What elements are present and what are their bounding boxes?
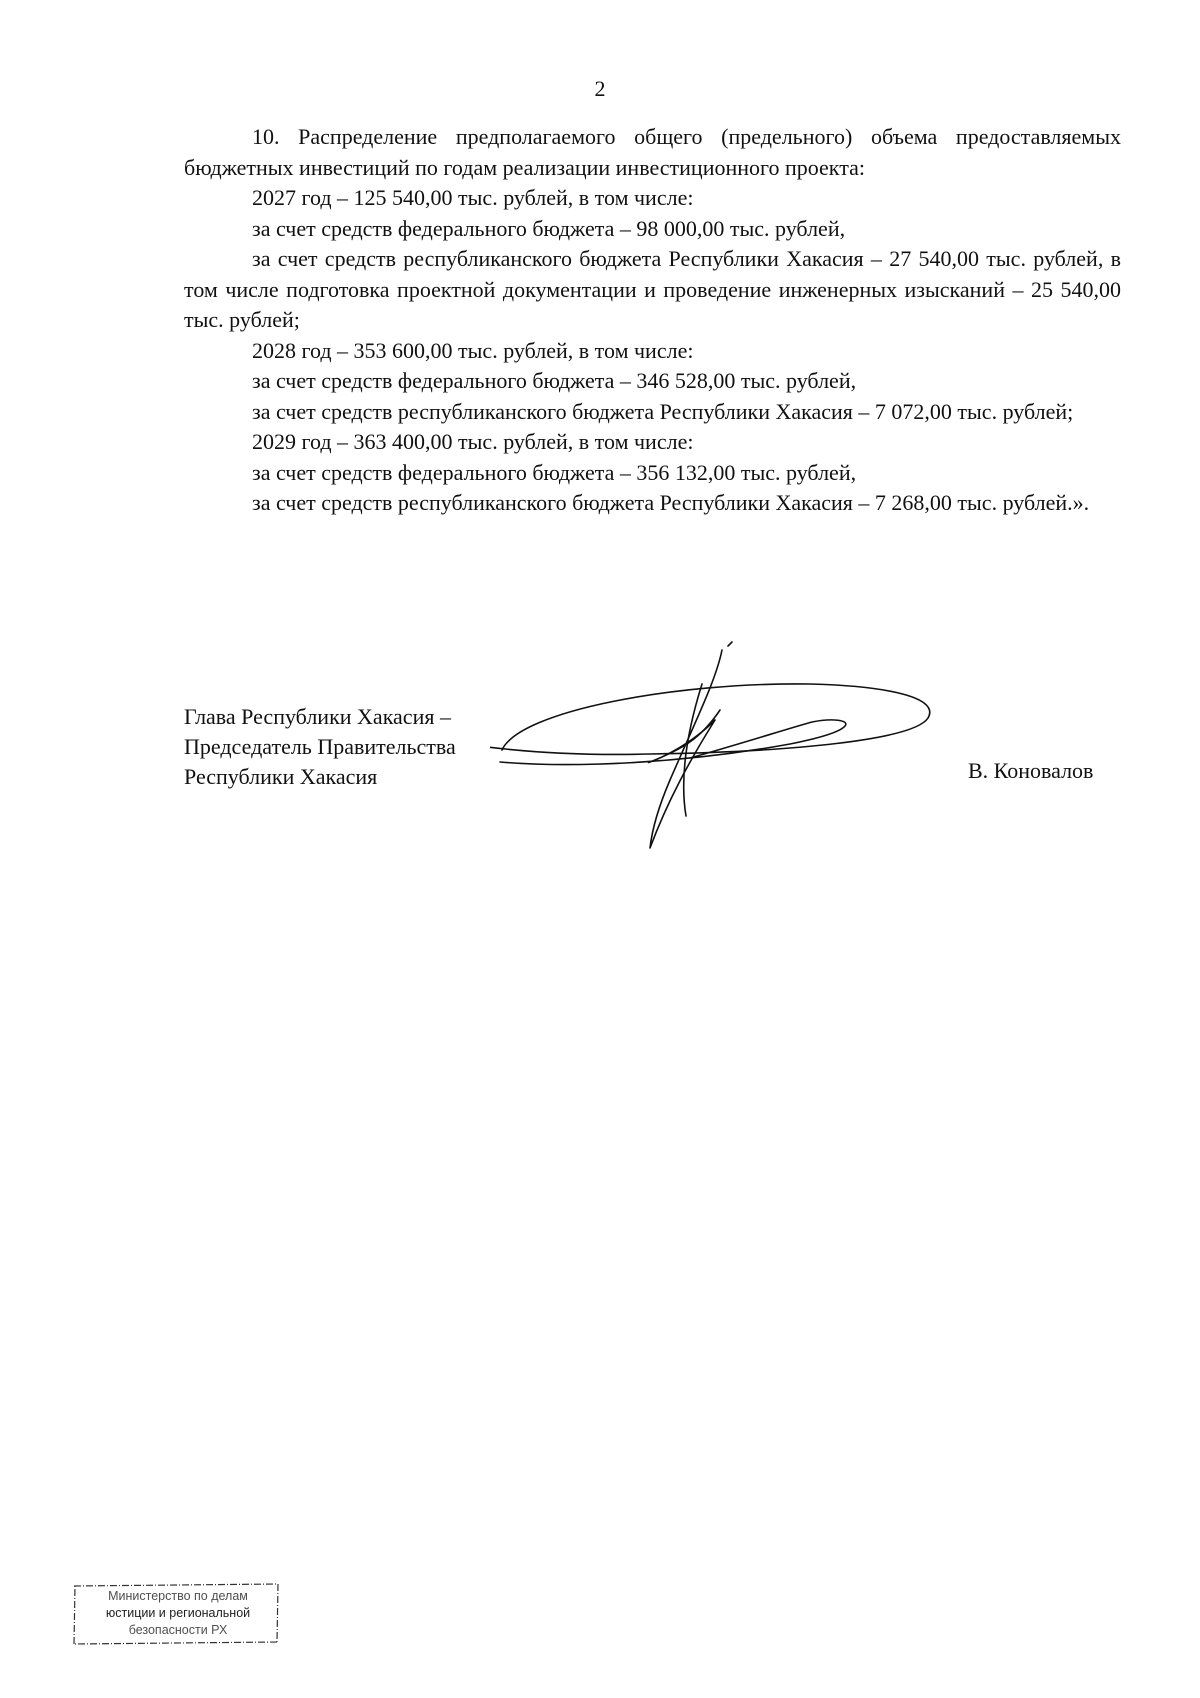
item-10-intro: 10. Распределение предполагаемого общего (предельного) объема предоставляемых бюджетных инвестиций по годам реализации инвестиционного проекта: xyxy=(184,124,1121,180)
year-2029-federal: за счет средств федерального бюджета – 356 132,00 тыс. рублей, xyxy=(252,459,857,485)
signatory-title xyxy=(184,702,456,792)
year-2028-federal: за счет средств федерального бюджета – 346 528,00 тыс. рублей, xyxy=(252,368,857,393)
document-body xyxy=(184,122,1121,519)
registration-stamp xyxy=(70,1578,282,1648)
year-2028-republic: за счет средств республиканского бюджета Республики Хакасия – 7 072,00 тыс. рублей; xyxy=(252,398,1074,424)
stamp-line-2: юстиции и региональной xyxy=(105,1606,251,1620)
signatory-title-line-1: Глава Республики Хакасия – xyxy=(184,704,451,729)
signatory-title-line-3: Республики Хакасия xyxy=(184,764,378,789)
year-2027-federal: за счет средств федерального бюджета – 98 000,00 тыс. рублей, xyxy=(252,215,846,241)
stamp-line-1: Министерство по делам xyxy=(108,1589,248,1603)
handwritten-signature xyxy=(490,640,940,870)
year-2029-republic: за счет средств республиканского бюджета Республики Хакасия – 7 268,00 тыс. рублей.». xyxy=(252,490,1090,515)
year-2027-republic: за счет средств республиканского бюджета Республики Хакасия – 27 540,00 тыс. рублей, в том числе подготовка проектной документации и проведение инженерных изысканий – 25 540,00 тыс. рублей; xyxy=(184,246,1121,332)
year-2028-total: 2028 год – 353 600,00 тыс. рублей, в том числе: xyxy=(252,337,694,363)
year-2029-total: 2029 год – 363 400,00 тыс. рублей, в том числе: xyxy=(252,429,694,454)
signatory-title-line-2: Председатель Правительства xyxy=(184,734,456,759)
year-2027-total: 2027 год – 125 540,00 тыс. рублей, в том числе: xyxy=(252,185,694,210)
stamp-line-3: безопасности РХ xyxy=(128,1623,228,1637)
signatory-name: В. Коновалов xyxy=(968,758,1094,783)
page-number: 2 xyxy=(594,76,606,101)
